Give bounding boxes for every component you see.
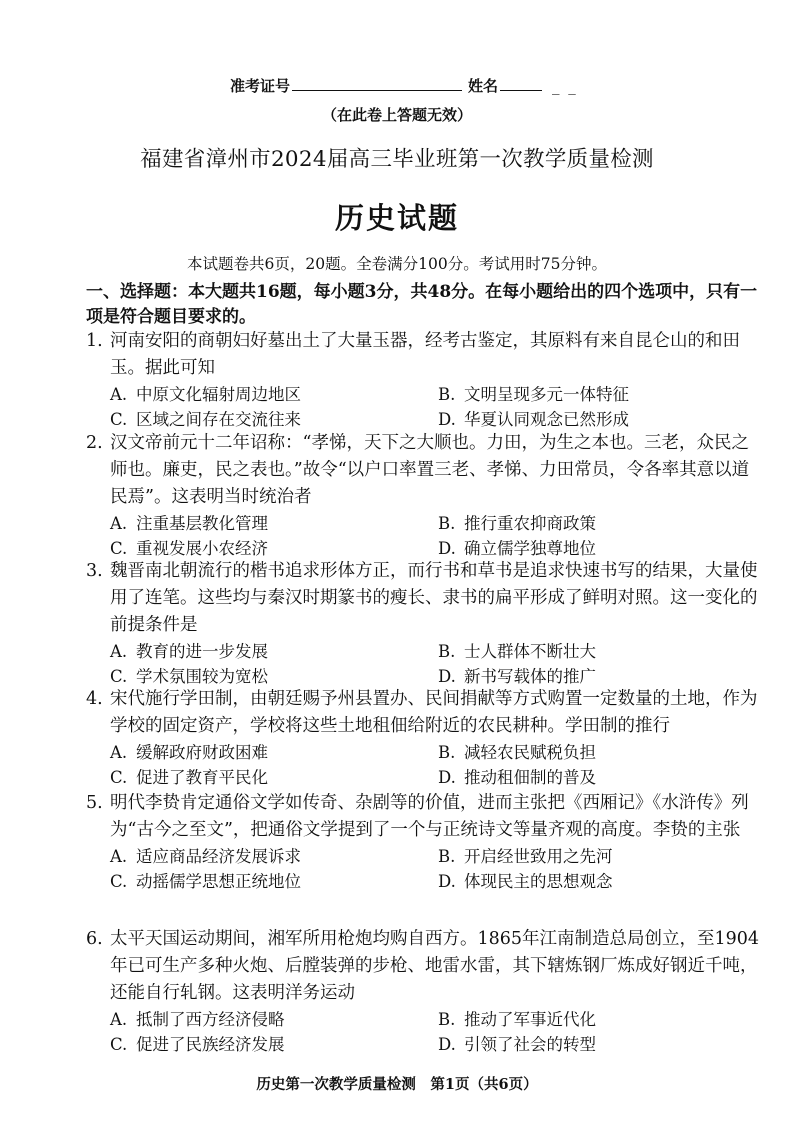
options xyxy=(86,740,766,790)
option-text: 教育的进一步发展 xyxy=(136,642,268,661)
option-text: 重视发展小农经济 xyxy=(136,539,268,558)
question-stem xyxy=(86,790,766,844)
option-d[interactable] xyxy=(438,407,766,432)
option-letter: D. xyxy=(438,539,456,558)
question-stem xyxy=(86,558,766,639)
option-letter: D. xyxy=(438,768,456,787)
option-c[interactable] xyxy=(110,407,438,432)
option-a[interactable] xyxy=(110,844,438,869)
option-letter: A. xyxy=(110,642,128,661)
option-text: 学术氛围较为宽松 xyxy=(136,667,268,686)
option-b[interactable] xyxy=(438,639,766,664)
candidate-header xyxy=(230,74,578,96)
question-text: 宋代施行学田制，由朝廷赐予州县置办、民间捐献等方式购置一定数量的土地，作为学校的固定资产，学校将这些土地租佃给附近的农民耕种。学田制的推行 xyxy=(110,689,758,736)
exam-id-label: 准考证号 xyxy=(230,77,291,95)
option-text: 推行重农抑商政策 xyxy=(464,514,596,533)
option-text: 区域之间存在交流往来 xyxy=(136,410,301,429)
subject-title: 历史试题 xyxy=(334,201,459,235)
option-d[interactable] xyxy=(438,765,766,790)
question-2 xyxy=(86,430,766,561)
option-text: 促进了民族经济发展 xyxy=(136,1035,285,1054)
options xyxy=(86,844,766,894)
option-c[interactable] xyxy=(110,765,438,790)
option-letter: A. xyxy=(110,1010,128,1029)
exam-title: 福建省漳州市2024届高三毕业班第一次教学质量检测 xyxy=(140,147,654,172)
question-5 xyxy=(86,790,766,894)
question-number: 1. xyxy=(86,331,103,351)
option-letter: A. xyxy=(110,385,128,404)
section-heading: 一、选择题：本大题共16题，每小题3分，共48分。在每小题给出的四个选项中，只有一项是符合题目要求的。 xyxy=(86,282,758,327)
option-letter: A. xyxy=(110,514,128,533)
option-d[interactable] xyxy=(438,1032,766,1057)
option-b[interactable] xyxy=(438,740,766,765)
option-text: 引领了社会的转型 xyxy=(464,1035,596,1054)
question-text: 汉文帝前元十二年诏称：“孝悌，天下之大顺也。力田，为生之本也。三老，众民之师也。廉吏，民之表也。”故令“以户口率置三老、孝悌、力田常员，令各率其意以道民焉”。这表明当时统治者 xyxy=(110,433,750,507)
option-letter: C. xyxy=(110,667,128,686)
question-stem xyxy=(86,430,766,511)
option-b[interactable] xyxy=(438,382,766,407)
question-number: 2. xyxy=(86,433,103,453)
trailing-marks: _ _ xyxy=(552,77,578,95)
option-text: 减轻农民赋税负担 xyxy=(464,743,596,762)
question-6 xyxy=(86,926,766,1057)
option-text: 新书写载体的推广 xyxy=(464,667,596,686)
option-text: 华夏认同观念已然形成 xyxy=(464,410,629,429)
options xyxy=(86,1007,766,1057)
option-text: 确立儒学独尊地位 xyxy=(464,539,596,558)
question-number: 3. xyxy=(86,561,103,581)
option-letter: B. xyxy=(438,1010,456,1029)
option-letter: B. xyxy=(438,514,456,533)
option-letter: C. xyxy=(110,872,128,891)
page-footer: 历史第一次教学质量检测 第1页（共6页） xyxy=(256,1076,538,1093)
question-text: 河南安阳的商朝妇好墓出土了大量玉器，经考古鉴定，其原料有来自昆仑山的和田玉。据此可知 xyxy=(110,331,740,378)
option-c[interactable] xyxy=(110,869,438,894)
option-a[interactable] xyxy=(110,511,438,536)
question-stem xyxy=(86,686,766,740)
option-letter: D. xyxy=(438,872,456,891)
option-letter: B. xyxy=(438,642,456,661)
question-stem xyxy=(86,328,766,382)
question-text: 明代李贽肯定通俗文学如传奇、杂剧等的价值，进而主张把《西厢记》《水浒传》列为“古今之至文”，把通俗文学提到了一个与正统诗文等量齐观的高度。李贽的主张 xyxy=(110,793,749,840)
exam-info: 本试题卷共6页，20题。全卷满分100分。考试用时75分钟。 xyxy=(187,255,607,273)
option-text: 动摇儒学思想正统地位 xyxy=(136,872,301,891)
name-label: 姓名 xyxy=(468,77,499,95)
question-stem xyxy=(86,926,766,1007)
option-letter: B. xyxy=(438,385,456,404)
question-text: 太平天国运动期间，湘军所用枪炮均购自西方。1865年江南制造总局创立，至1904年已可生产多种火炮、后膛装弹的步枪、地雷水雷，其下辖炼钢厂炼成好钢近千吨，还能自行轧钢。这表明洋务运动 xyxy=(110,929,760,1003)
option-letter: C. xyxy=(110,1035,128,1054)
invalid-answer-note: （在此卷上答题无效） xyxy=(321,106,472,124)
option-text: 推动租佃制的普及 xyxy=(464,768,596,787)
option-d[interactable] xyxy=(438,869,766,894)
option-letter: D. xyxy=(438,667,456,686)
option-c[interactable] xyxy=(110,1032,438,1057)
option-text: 开启经世致用之先河 xyxy=(464,847,613,866)
option-text: 抵制了西方经济侵略 xyxy=(136,1010,285,1029)
option-letter: C. xyxy=(110,410,128,429)
option-letter: D. xyxy=(438,1035,456,1054)
option-text: 推动了军事近代化 xyxy=(464,1010,596,1029)
option-a[interactable] xyxy=(110,740,438,765)
options xyxy=(86,382,766,432)
option-letter: C. xyxy=(110,768,128,787)
option-letter: C. xyxy=(110,539,128,558)
question-number: 5. xyxy=(86,793,103,813)
option-letter: A. xyxy=(110,743,128,762)
option-text: 促进了教育平民化 xyxy=(136,768,268,787)
option-b[interactable] xyxy=(438,1007,766,1032)
question-3 xyxy=(86,558,766,689)
option-a[interactable] xyxy=(110,639,438,664)
option-text: 注重基层教化管理 xyxy=(136,514,268,533)
option-text: 适应商品经济发展诉求 xyxy=(136,847,301,866)
question-number: 6. xyxy=(86,929,103,949)
option-letter: B. xyxy=(438,743,456,762)
option-text: 体现民主的思想观念 xyxy=(464,872,613,891)
option-letter: B. xyxy=(438,847,456,866)
option-a[interactable] xyxy=(110,1007,438,1032)
option-text: 文明呈现多元一体特征 xyxy=(464,385,629,404)
question-1 xyxy=(86,328,766,432)
option-b[interactable] xyxy=(438,511,766,536)
option-text: 缓解政府财政困难 xyxy=(136,743,268,762)
question-text: 魏晋南北朝流行的楷书追求形体方正，而行书和草书是追求快速书写的结果，大量使用了连笔。这些均与秦汉时期篆书的瘦长、隶书的扁平形成了鲜明对照。这一变化的前提条件是 xyxy=(110,561,758,635)
options xyxy=(86,511,766,561)
options xyxy=(86,639,766,689)
option-text: 士人群体不断壮大 xyxy=(464,642,596,661)
question-number: 4. xyxy=(86,689,103,709)
exam-id-blank xyxy=(292,74,462,91)
option-b[interactable] xyxy=(438,844,766,869)
option-letter: A. xyxy=(110,847,128,866)
name-blank xyxy=(500,74,542,91)
option-text: 中原文化辐射周边地区 xyxy=(136,385,301,404)
option-letter: D. xyxy=(438,410,456,429)
option-a[interactable] xyxy=(110,382,438,407)
question-4 xyxy=(86,686,766,790)
